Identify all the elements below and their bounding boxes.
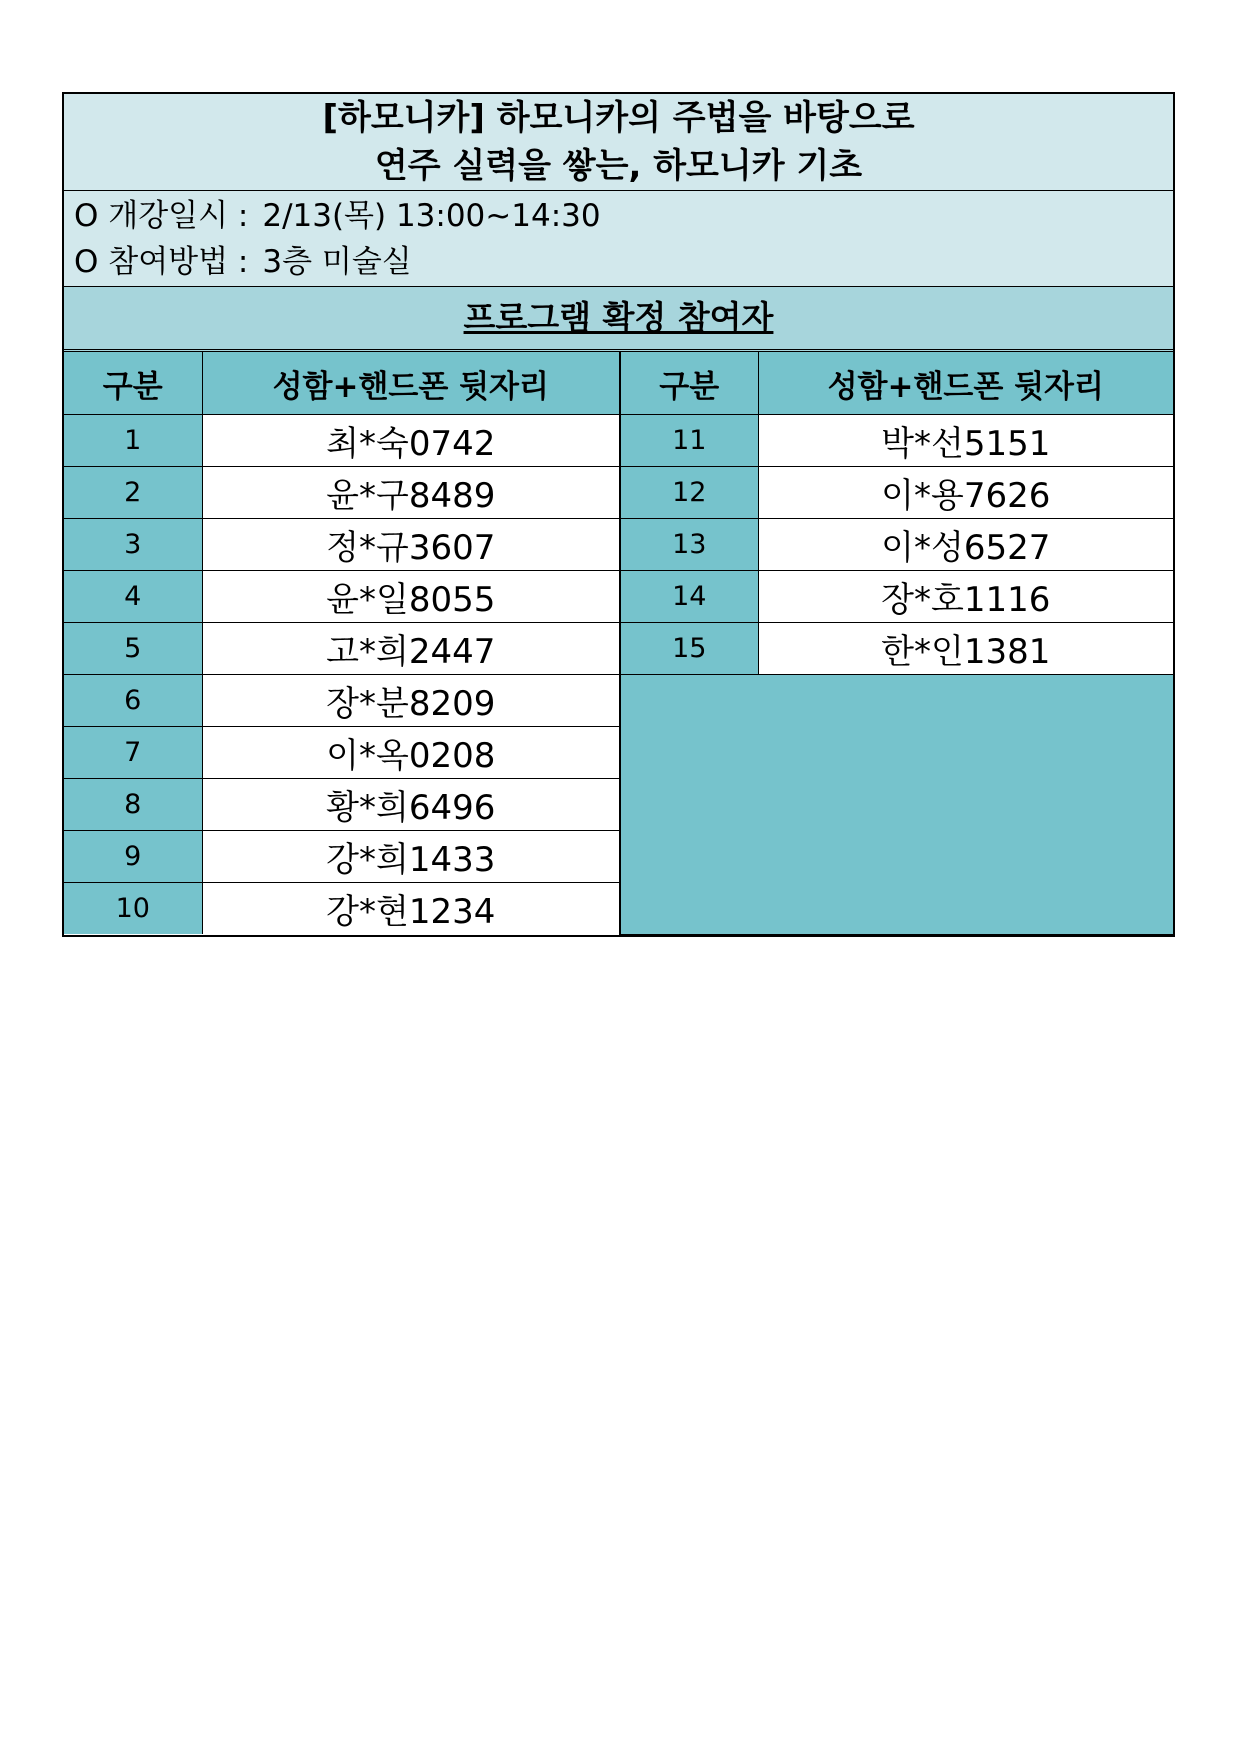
participant-name: 강*희1433 — [202, 831, 620, 883]
table-row — [64, 415, 1173, 467]
participant-name: 이*성6527 — [758, 519, 1173, 571]
row-number: 8 — [64, 779, 202, 831]
participant-name: 윤*구8489 — [202, 467, 620, 519]
participant-name: 이*옥0208 — [202, 727, 620, 779]
program-info — [64, 191, 1173, 287]
row-number: 5 — [64, 623, 202, 675]
program-title — [64, 94, 1173, 191]
participant-name: 고*희2447 — [202, 623, 620, 675]
participant-name: 강*현1234 — [202, 883, 620, 935]
participant-name: 정*규3607 — [202, 519, 620, 571]
row-number: 1 — [64, 415, 202, 467]
participant-table — [64, 352, 1173, 935]
row-number: 15 — [620, 623, 758, 675]
datetime-value: 2/13(목) 13:00~14:30 — [262, 197, 601, 234]
title-line-1: [하모니카] 하모니카의 주법을 바탕으로 — [322, 98, 915, 138]
method-row — [74, 239, 1163, 285]
section-title — [64, 287, 1173, 352]
row-number: 9 — [64, 831, 202, 883]
empty-fill-area — [620, 675, 1173, 935]
method-value: 3층 미술실 — [262, 243, 412, 280]
table-row — [64, 571, 1173, 623]
row-number: 10 — [64, 883, 202, 935]
table-row — [64, 623, 1173, 675]
section-title-text: 프로그램 확정 참여자 — [463, 298, 774, 337]
participant-sheet — [62, 92, 1175, 937]
row-number: 6 — [64, 675, 202, 727]
row-number: 13 — [620, 519, 758, 571]
table-row — [64, 675, 1173, 727]
header-name-right: 성함+핸드폰 뒷자리 — [758, 352, 1173, 415]
header-name-left: 성함+핸드폰 뒷자리 — [202, 352, 620, 415]
table-header-row — [64, 352, 1173, 415]
table-row — [64, 519, 1173, 571]
datetime-row — [74, 193, 1163, 239]
row-number: 7 — [64, 727, 202, 779]
row-number: 2 — [64, 467, 202, 519]
participant-name: 한*인1381 — [758, 623, 1173, 675]
title-line-2: 연주 실력을 쌓는, 하모니카 기초 — [374, 146, 863, 186]
participant-name: 윤*일8055 — [202, 571, 620, 623]
participant-name: 박*선5151 — [758, 415, 1173, 467]
header-no-right: 구분 — [620, 352, 758, 415]
datetime-label: O 개강일시 : — [74, 197, 249, 234]
participant-name: 장*호1116 — [758, 571, 1173, 623]
header-no-left: 구분 — [64, 352, 202, 415]
participant-name: 최*숙0742 — [202, 415, 620, 467]
participant-name: 황*희6496 — [202, 779, 620, 831]
row-number: 14 — [620, 571, 758, 623]
participant-name: 장*분8209 — [202, 675, 620, 727]
row-number: 4 — [64, 571, 202, 623]
row-number: 12 — [620, 467, 758, 519]
row-number: 11 — [620, 415, 758, 467]
participant-name: 이*용7626 — [758, 467, 1173, 519]
row-number: 3 — [64, 519, 202, 571]
method-label: O 참여방법 : — [74, 243, 249, 280]
table-row — [64, 467, 1173, 519]
